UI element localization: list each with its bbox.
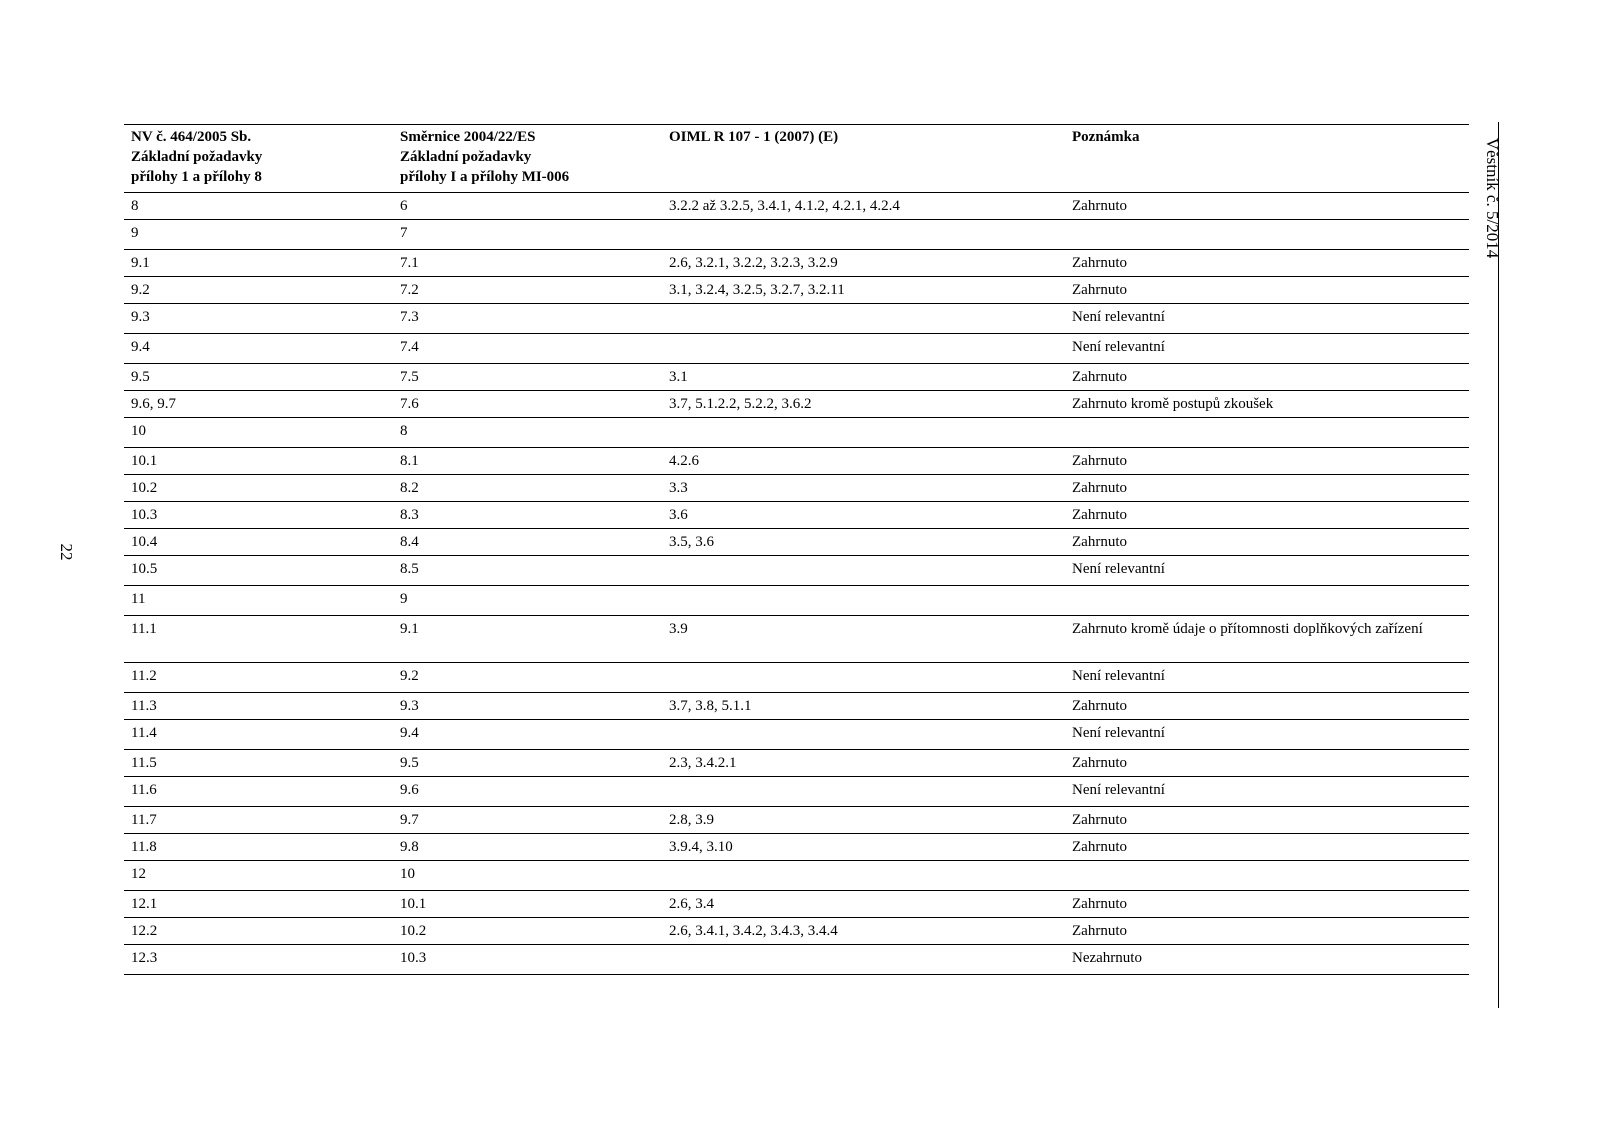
cell-oiml bbox=[662, 220, 1065, 250]
cell-note bbox=[1065, 586, 1469, 616]
cell-nv: 11.2 bbox=[124, 663, 393, 693]
header-line: přílohy I a přílohy MI-006 bbox=[400, 169, 570, 185]
cell-note: Zahrnuto bbox=[1065, 364, 1469, 391]
cell-directive: 10.2 bbox=[393, 918, 662, 945]
cell-oiml: 3.9.4, 3.10 bbox=[662, 834, 1065, 861]
cell-nv: 12.1 bbox=[124, 891, 393, 918]
cell-directive: 9.5 bbox=[393, 750, 662, 777]
cell-oiml: 2.3, 3.4.2.1 bbox=[662, 750, 1065, 777]
cell-note: Není relevantní bbox=[1065, 663, 1469, 693]
cell-directive: 7.3 bbox=[393, 304, 662, 334]
cell-directive: 10.3 bbox=[393, 945, 662, 975]
cell-oiml: 3.3 bbox=[662, 475, 1065, 502]
requirements-table bbox=[124, 124, 1469, 975]
cell-directive: 7.5 bbox=[393, 364, 662, 391]
cell-oiml bbox=[662, 945, 1065, 975]
cell-nv: 9.1 bbox=[124, 250, 393, 277]
cell-directive: 8.2 bbox=[393, 475, 662, 502]
cell-nv: 10.5 bbox=[124, 556, 393, 586]
cell-nv: 8 bbox=[124, 193, 393, 220]
table-row bbox=[124, 616, 1469, 663]
cell-nv: 10.4 bbox=[124, 529, 393, 556]
cell-nv: 11.1 bbox=[124, 616, 393, 663]
cell-note: Zahrnuto bbox=[1065, 529, 1469, 556]
header-directive bbox=[393, 125, 662, 193]
cell-note: Zahrnuto bbox=[1065, 277, 1469, 304]
cell-oiml: 3.6 bbox=[662, 502, 1065, 529]
cell-nv: 11.3 bbox=[124, 693, 393, 720]
journal-title: Věstník č. 5/2014 bbox=[1483, 137, 1502, 259]
table-row bbox=[124, 391, 1469, 418]
header-line: OIML R 107 - 1 (2007) (E) bbox=[669, 129, 839, 145]
cell-oiml bbox=[662, 556, 1065, 586]
table-row bbox=[124, 475, 1469, 502]
table-row bbox=[124, 945, 1469, 975]
table-row bbox=[124, 418, 1469, 448]
header-oiml bbox=[662, 125, 1065, 193]
cell-oiml bbox=[662, 334, 1065, 364]
cell-note: Zahrnuto bbox=[1065, 475, 1469, 502]
table-row bbox=[124, 250, 1469, 277]
header-note bbox=[1065, 125, 1469, 193]
cell-directive: 6 bbox=[393, 193, 662, 220]
table-row bbox=[124, 193, 1469, 220]
cell-nv: 10.3 bbox=[124, 502, 393, 529]
table-row bbox=[124, 529, 1469, 556]
table-row bbox=[124, 750, 1469, 777]
cell-directive: 10.1 bbox=[393, 891, 662, 918]
cell-nv: 11.8 bbox=[124, 834, 393, 861]
cell-nv: 11.7 bbox=[124, 807, 393, 834]
cell-directive: 9.3 bbox=[393, 693, 662, 720]
cell-directive: 7.4 bbox=[393, 334, 662, 364]
cell-oiml: 3.2.2 až 3.2.5, 3.4.1, 4.1.2, 4.2.1, 4.2.4 bbox=[662, 193, 1065, 220]
table-row bbox=[124, 304, 1469, 334]
cell-nv: 9.4 bbox=[124, 334, 393, 364]
cell-note: Zahrnuto bbox=[1065, 918, 1469, 945]
cell-note: Zahrnuto bbox=[1065, 693, 1469, 720]
table-row bbox=[124, 502, 1469, 529]
cell-nv: 9.5 bbox=[124, 364, 393, 391]
table-row bbox=[124, 364, 1469, 391]
table-row bbox=[124, 834, 1469, 861]
table-row bbox=[124, 586, 1469, 616]
cell-nv: 9.2 bbox=[124, 277, 393, 304]
side-rule bbox=[1498, 122, 1499, 1008]
cell-nv: 11 bbox=[124, 586, 393, 616]
page-number: 22 bbox=[57, 543, 76, 561]
cell-directive: 9.7 bbox=[393, 807, 662, 834]
cell-nv: 11.5 bbox=[124, 750, 393, 777]
cell-oiml bbox=[662, 304, 1065, 334]
cell-note bbox=[1065, 220, 1469, 250]
cell-note: Není relevantní bbox=[1065, 304, 1469, 334]
cell-oiml: 2.6, 3.2.1, 3.2.2, 3.2.3, 3.2.9 bbox=[662, 250, 1065, 277]
cell-oiml: 2.6, 3.4.1, 3.4.2, 3.4.3, 3.4.4 bbox=[662, 918, 1065, 945]
cell-nv: 10 bbox=[124, 418, 393, 448]
cell-note: Zahrnuto bbox=[1065, 750, 1469, 777]
cell-directive: 8 bbox=[393, 418, 662, 448]
cell-note: Nezahrnuto bbox=[1065, 945, 1469, 975]
header-line: NV č. 464/2005 Sb. bbox=[131, 129, 252, 145]
cell-oiml bbox=[662, 720, 1065, 750]
header-line: Poznámka bbox=[1072, 129, 1140, 145]
table-row bbox=[124, 334, 1469, 364]
cell-nv: 11.4 bbox=[124, 720, 393, 750]
cell-directive: 8.5 bbox=[393, 556, 662, 586]
cell-directive: 8.3 bbox=[393, 502, 662, 529]
cell-note: Zahrnuto kromě postupů zkoušek bbox=[1065, 391, 1469, 418]
cell-oiml: 3.7, 3.8, 5.1.1 bbox=[662, 693, 1065, 720]
cell-directive: 9.2 bbox=[393, 663, 662, 693]
header-row bbox=[124, 125, 1469, 193]
table-row bbox=[124, 891, 1469, 918]
cell-directive: 7.2 bbox=[393, 277, 662, 304]
cell-directive: 8.1 bbox=[393, 448, 662, 475]
table-row bbox=[124, 720, 1469, 750]
table-row bbox=[124, 918, 1469, 945]
cell-note: Zahrnuto bbox=[1065, 834, 1469, 861]
cell-directive: 10 bbox=[393, 861, 662, 891]
cell-nv: 10.1 bbox=[124, 448, 393, 475]
table-row bbox=[124, 777, 1469, 807]
cell-note: Zahrnuto bbox=[1065, 891, 1469, 918]
cell-nv: 9 bbox=[124, 220, 393, 250]
cell-directive: 9.8 bbox=[393, 834, 662, 861]
cell-directive: 9.4 bbox=[393, 720, 662, 750]
cell-directive: 7 bbox=[393, 220, 662, 250]
cell-oiml bbox=[662, 663, 1065, 693]
cell-oiml bbox=[662, 586, 1065, 616]
header-nv bbox=[124, 125, 393, 193]
cell-note: Zahrnuto bbox=[1065, 807, 1469, 834]
cell-note: Zahrnuto bbox=[1065, 193, 1469, 220]
cell-oiml: 3.7, 5.1.2.2, 5.2.2, 3.6.2 bbox=[662, 391, 1065, 418]
cell-note: Zahrnuto bbox=[1065, 448, 1469, 475]
table-row bbox=[124, 693, 1469, 720]
table-body bbox=[124, 193, 1469, 975]
table-row bbox=[124, 448, 1469, 475]
cell-oiml bbox=[662, 777, 1065, 807]
cell-note: Zahrnuto bbox=[1065, 502, 1469, 529]
cell-note: Není relevantní bbox=[1065, 720, 1469, 750]
cell-nv: 9.3 bbox=[124, 304, 393, 334]
cell-oiml: 3.1, 3.2.4, 3.2.5, 3.2.7, 3.2.11 bbox=[662, 277, 1065, 304]
cell-directive: 7.6 bbox=[393, 391, 662, 418]
cell-oiml: 2.6, 3.4 bbox=[662, 891, 1065, 918]
table-row bbox=[124, 220, 1469, 250]
table-row bbox=[124, 556, 1469, 586]
cell-nv: 12 bbox=[124, 861, 393, 891]
cell-note: Zahrnuto kromě údaje o přítomnosti doplňkových zařízení bbox=[1065, 616, 1469, 663]
header-line: Základní požadavky bbox=[400, 149, 532, 165]
header-line: Směrnice 2004/22/ES bbox=[400, 129, 536, 145]
cell-oiml bbox=[662, 418, 1065, 448]
cell-note: Zahrnuto bbox=[1065, 250, 1469, 277]
header-line: přílohy 1 a přílohy 8 bbox=[131, 169, 262, 185]
cell-note: Není relevantní bbox=[1065, 556, 1469, 586]
cell-oiml: 4.2.6 bbox=[662, 448, 1065, 475]
cell-note: Není relevantní bbox=[1065, 334, 1469, 364]
table-row bbox=[124, 861, 1469, 891]
cell-directive: 9.1 bbox=[393, 616, 662, 663]
cell-oiml: 2.8, 3.9 bbox=[662, 807, 1065, 834]
cell-oiml: 3.1 bbox=[662, 364, 1065, 391]
cell-directive: 7.1 bbox=[393, 250, 662, 277]
cell-note bbox=[1065, 418, 1469, 448]
cell-nv: 10.2 bbox=[124, 475, 393, 502]
cell-directive: 9 bbox=[393, 586, 662, 616]
cell-note bbox=[1065, 861, 1469, 891]
cell-oiml bbox=[662, 861, 1065, 891]
cell-oiml: 3.5, 3.6 bbox=[662, 529, 1065, 556]
table-row bbox=[124, 807, 1469, 834]
cell-nv: 11.6 bbox=[124, 777, 393, 807]
cell-directive: 8.4 bbox=[393, 529, 662, 556]
cell-nv: 12.3 bbox=[124, 945, 393, 975]
cell-directive: 9.6 bbox=[393, 777, 662, 807]
cell-nv: 12.2 bbox=[124, 918, 393, 945]
cell-nv: 9.6, 9.7 bbox=[124, 391, 393, 418]
table-row bbox=[124, 663, 1469, 693]
cell-note: Není relevantní bbox=[1065, 777, 1469, 807]
cell-oiml: 3.9 bbox=[662, 616, 1065, 663]
header-line: Základní požadavky bbox=[131, 149, 263, 165]
table-row bbox=[124, 277, 1469, 304]
